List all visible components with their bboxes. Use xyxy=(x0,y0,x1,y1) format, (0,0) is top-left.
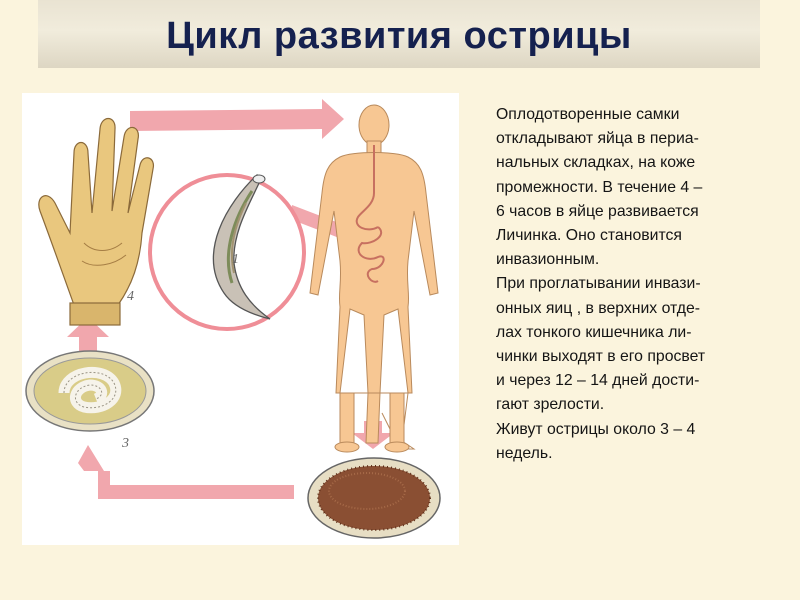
figure-label-4: 4 xyxy=(127,289,134,304)
arrow-egg-to-larva xyxy=(78,445,294,499)
larva-egg-figure xyxy=(26,351,154,431)
egg-figure xyxy=(308,458,440,538)
description-paragraph: Оплодотворенные самки откладывают яйца в периа- нальных складках, на коже промежности. В течение 4 – 6 часов в яйце развивается Личинка. Оно становится инвазионным. xyxy=(496,106,703,269)
description-paragraph: При проглатывании инвази- онных яиц , в верхних отде- лах тонкого кишечника ли- чинки выходят в его просвет и через 12 – 14 дней дости- гают зрелости. xyxy=(496,275,706,414)
pinworm-figure xyxy=(150,175,304,329)
slide-title: Цикл развития острицы xyxy=(166,15,632,57)
arrow-hand-to-body xyxy=(130,99,344,139)
description-paragraph: Живут острицы около 3 – 4 недель. xyxy=(496,420,696,462)
description-text xyxy=(496,103,771,466)
figure-label-1: 1 xyxy=(232,252,239,267)
hand-figure xyxy=(39,119,154,326)
life-cycle-illustration xyxy=(22,93,459,545)
figure-label-3: 3 xyxy=(122,436,129,451)
